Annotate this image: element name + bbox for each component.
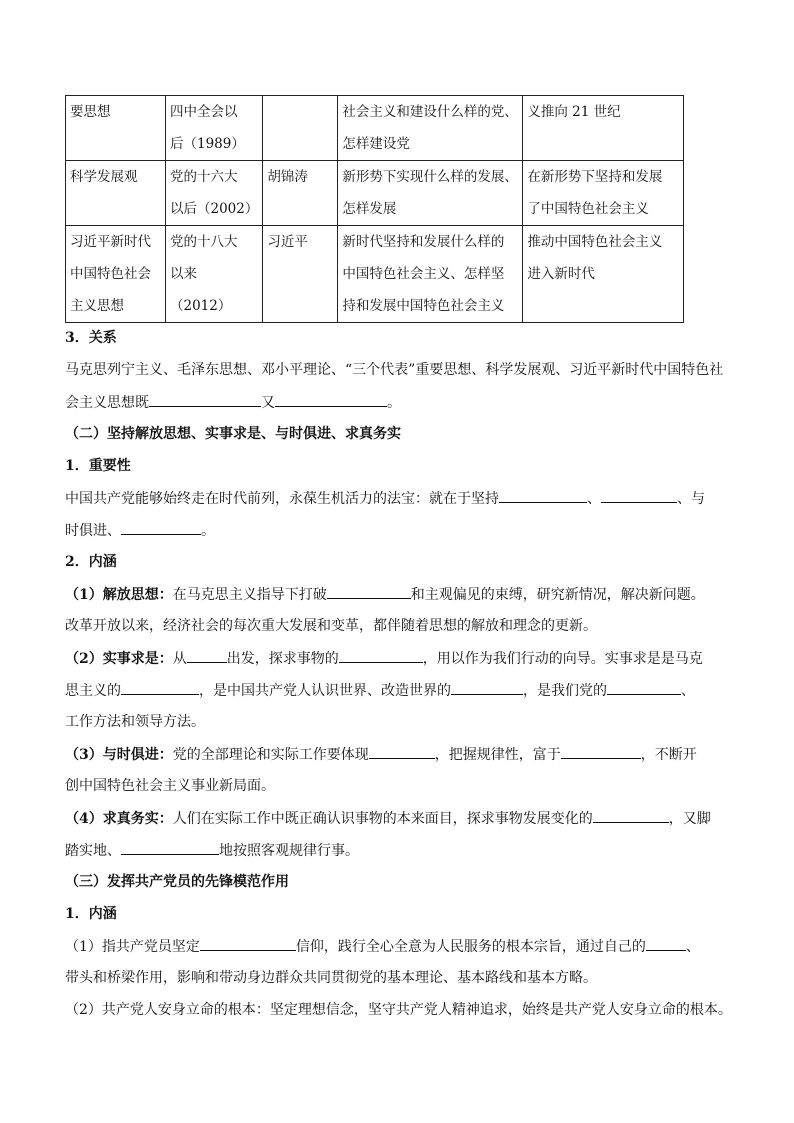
table-cell-name — [66, 161, 166, 226]
table-cell-time — [166, 161, 263, 226]
cell-text-line: 后（1989） — [170, 136, 245, 152]
relation-line-1: 马克思列宁主义、毛泽东思想、邓小平理论、“三个代表”重要思想、科学发展观、习近平新时代中国特色社 — [65, 362, 724, 378]
text-fragment: ，把握规律性，富于 — [434, 747, 561, 763]
ideology-table — [65, 95, 684, 323]
cell-text-line: 以来 — [170, 266, 197, 282]
text-fragment: 和主观偏见的束缚，研究新情况，解决新问题。 — [410, 587, 705, 603]
text-fragment: ，是我们党的 — [523, 683, 607, 699]
fill-blank[interactable] — [601, 488, 677, 503]
item-2-line-3: 工作方法和领导方法。 — [65, 714, 205, 730]
cell-text-line: 中国特色社会 — [70, 266, 151, 282]
part-2-heading: （二）坚持解放思想、实事求是、与时俱进、求真务实 — [65, 426, 401, 442]
table-cell-task — [523, 161, 684, 226]
table-cell-time — [166, 226, 263, 323]
table-row — [66, 96, 684, 161]
text-fragment: 出发，探求事物的 — [226, 651, 339, 667]
text-fragment: 。 — [387, 395, 401, 411]
item-2-line-2 — [65, 680, 735, 701]
text-fragment: ，是中国共产党人认识世界、改造世界的 — [199, 683, 451, 699]
cell-text-line: 要思想 — [70, 104, 111, 120]
item-label: （4）求真务实： — [65, 811, 173, 827]
part-3-connotation-heading: 1．内涵 — [65, 906, 117, 922]
importance-heading: 1．重要性 — [65, 458, 131, 474]
cell-text-line: 党的十六大 — [170, 169, 238, 185]
item-3-line-1 — [65, 744, 735, 765]
text-fragment: ，用以作为我们行动的向导。实事求是是马克 — [422, 651, 703, 667]
text-fragment: ，又脚 — [668, 811, 711, 827]
part-3-item-1-line-2: 带头和桥梁作用，影响和带动身边群众共同贯彻党的基本理论、基本路线和基本方略。 — [65, 970, 597, 986]
cell-text-line: 中国特色社会主义、怎样坚 — [342, 266, 505, 282]
fill-blank[interactable] — [339, 648, 423, 663]
cell-text-line: 胡锦涛 — [267, 169, 308, 185]
item-2-line-1 — [65, 648, 735, 669]
cell-text-line: 社会主义和建设什么样的党、 — [342, 104, 518, 120]
fill-blank[interactable] — [593, 808, 669, 823]
text-fragment: 、与 — [677, 491, 705, 507]
fill-blank[interactable] — [607, 680, 681, 695]
cell-text-line: 主义思想 — [70, 298, 124, 314]
cell-text-line: 四中全会以 — [170, 104, 238, 120]
text-fragment: 信仰，践行全心全意为人民服务的根本宗旨，通过自己的 — [295, 939, 646, 955]
table-cell-question — [338, 96, 523, 161]
relation-line-2 — [65, 392, 735, 413]
cell-text-line: 新时代坚持和发展什么样的 — [342, 234, 505, 250]
text-fragment: 时俱进、 — [65, 523, 121, 539]
table-cell-question — [338, 161, 523, 226]
importance-line-2 — [65, 520, 735, 541]
text-fragment: 、 — [685, 939, 700, 955]
text-fragment: 思主义的 — [65, 683, 121, 699]
fill-blank[interactable] — [121, 680, 199, 695]
fill-blank[interactable] — [451, 680, 523, 695]
item-1-line-1 — [65, 584, 735, 605]
table-cell-task — [523, 96, 684, 161]
text-fragment: ，不断开 — [640, 747, 697, 763]
text-fragment: 又 — [261, 395, 275, 411]
item-4-line-2 — [65, 840, 735, 861]
fill-blank[interactable] — [646, 936, 686, 951]
table-cell-name — [66, 96, 166, 161]
cell-text-line: 习近平 — [267, 234, 308, 250]
text-fragment: 会主义思想既 — [65, 395, 149, 411]
item-label: （2）实事求是： — [65, 651, 173, 667]
cell-text-line: 怎样发展 — [342, 201, 397, 217]
text-fragment: 、 — [681, 683, 695, 699]
part-3-item-2: （2）共产党人安身立命的根本：坚定理想信念，坚守共产党人精神追求，始终是共产党人安身立命的根本。 — [65, 1002, 732, 1018]
text-fragment: 党的全部理论和实际工作要体现 — [172, 747, 369, 763]
fill-blank[interactable] — [121, 520, 201, 535]
cell-text-line: 持和发展中国特色社会主义 — [342, 298, 505, 314]
connotation-heading: 2．内涵 — [65, 554, 117, 570]
table-cell-leader — [263, 96, 338, 161]
fill-blank[interactable] — [200, 936, 296, 951]
item-label: （1）解放思想： — [65, 587, 173, 603]
fill-blank[interactable] — [149, 392, 261, 407]
text-fragment: 人们在实际工作中既正确认识事物的本来面目，探求事物发展变化的 — [172, 811, 593, 827]
cell-text-line: 党的十八大 — [170, 234, 238, 250]
text-fragment: 在马克思主义指导下打破 — [172, 587, 327, 603]
cell-text-line: 了中国特色社会主义 — [527, 201, 649, 217]
table-cell-leader — [263, 161, 338, 226]
item-label: （3）与时俱进： — [65, 747, 173, 763]
table-row — [66, 226, 684, 323]
fill-blank[interactable] — [327, 584, 411, 599]
cell-text-line: 推动中国特色社会主义 — [527, 234, 663, 250]
text-fragment: 踏实地、 — [65, 843, 121, 859]
importance-line-1 — [65, 488, 735, 509]
fill-blank[interactable] — [275, 392, 387, 407]
text-fragment: （1）指共产党员坚定 — [65, 939, 200, 955]
fill-blank[interactable] — [121, 840, 219, 855]
table-cell-time — [166, 96, 263, 161]
text-fragment: 地按照客观规律行事。 — [219, 843, 359, 859]
cell-text-line: 新形势下实现什么样的发展、 — [342, 169, 518, 185]
table-cell-leader — [263, 226, 338, 323]
table-cell-name — [66, 226, 166, 323]
fill-blank[interactable] — [561, 744, 641, 759]
cell-text-line: 在新形势下坚持和发展 — [527, 169, 663, 185]
cell-text-line: 以后（2002） — [170, 201, 259, 217]
cell-text-line: 怎样建设党 — [342, 136, 410, 152]
item-1-line-2: 改革开放以来，经济社会的每次重大发展和变革，都伴随着思想的解放和理念的更新。 — [65, 618, 597, 634]
section-3-heading: 3．关系 — [65, 330, 117, 346]
part-3-heading: （三）发挥共产党员的先锋模范作用 — [65, 874, 289, 890]
cell-text-line: 进入新时代 — [527, 266, 595, 282]
text-fragment: 中国共产党能够始终走在时代前列，永葆生机活力的法宝：就在于坚持 — [65, 491, 499, 507]
item-3-line-2: 创中国特色社会主义事业新局面。 — [65, 778, 275, 794]
item-4-line-1 — [65, 808, 735, 829]
table-cell-task — [523, 226, 684, 323]
table-row — [66, 161, 684, 226]
fill-blank[interactable] — [369, 744, 435, 759]
part-3-item-1-line-1 — [65, 936, 735, 957]
text-fragment: 。 — [201, 523, 215, 539]
cell-text-line: （2012） — [170, 298, 232, 314]
cell-text-line: 科学发展观 — [70, 169, 138, 185]
cell-text-line: 习近平新时代 — [70, 234, 151, 250]
text-fragment: 从 — [172, 651, 187, 667]
cell-text-line: 义推向 21 世纪 — [527, 104, 621, 120]
fill-blank[interactable] — [187, 648, 227, 663]
text-fragment: 、 — [587, 491, 601, 507]
fill-blank[interactable] — [499, 488, 587, 503]
table-cell-question — [338, 226, 523, 323]
